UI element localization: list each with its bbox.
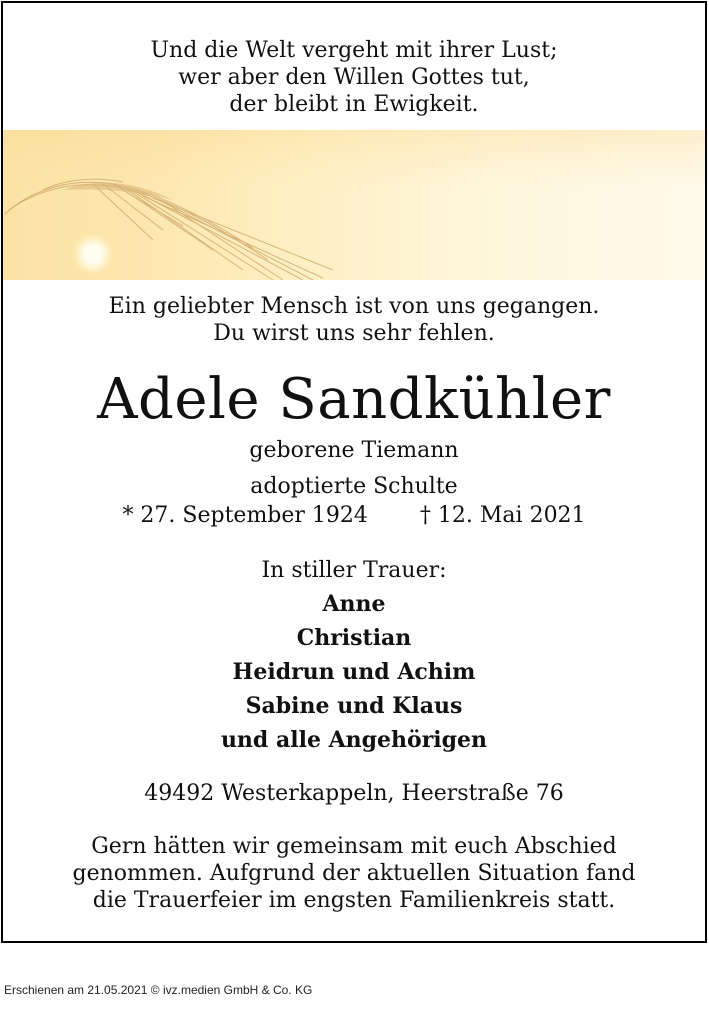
note-line: die Trauerfeier im engsten Familienkreis statt. [92, 888, 616, 913]
intro-text [3, 293, 705, 347]
funeral-note [3, 833, 705, 914]
mourner-name: Sabine und Klaus [245, 693, 463, 719]
verse-line: wer aber den Willen Gottes tut, [178, 65, 530, 90]
verse-line: Und die Welt vergeht mit ihrer Lust; [150, 38, 558, 63]
mourners-list [3, 587, 705, 757]
mourning-heading: In stiller Trauer: [261, 558, 447, 583]
life-dates [3, 500, 705, 532]
bible-verse [3, 37, 705, 118]
wheat-ear-illustration [3, 130, 705, 280]
obituary-frame [1, 1, 707, 943]
note-line: Gern hätten wir gemeinsam mit euch Abschied [91, 834, 617, 859]
adopted-name: adoptierte Schulte [250, 474, 458, 499]
birth-name: geborene Tiemann [249, 438, 459, 463]
intro-line: Du wirst uns sehr fehlen. [213, 321, 495, 346]
publication-footer: Erschienen am 21.05.2021 © ivz.medien GmbH & Co. KG [4, 983, 313, 997]
note-line: genommen. Aufgrund der aktuellen Situation fand [72, 861, 636, 886]
address: 49492 Westerkappeln, Heerstraße 76 [144, 781, 564, 806]
mourner-name: und alle Angehörigen [220, 727, 488, 753]
verse-line: der bleibt in Ewigkeit. [229, 92, 479, 117]
birth-date: * 27. September 1924 [122, 503, 368, 528]
mourner-name: Christian [296, 625, 412, 651]
name-details [3, 433, 705, 505]
mourner-name: Anne [322, 591, 386, 617]
deceased-name: Adele Sandkühler [97, 367, 611, 432]
mourner-name: Heidrun und Achim [232, 659, 476, 685]
wheat-ear-sunset-image [3, 130, 705, 280]
intro-line: Ein geliebter Mensch ist von uns gegangen. [108, 294, 600, 319]
death-date: † 12. Mai 2021 [419, 503, 586, 528]
